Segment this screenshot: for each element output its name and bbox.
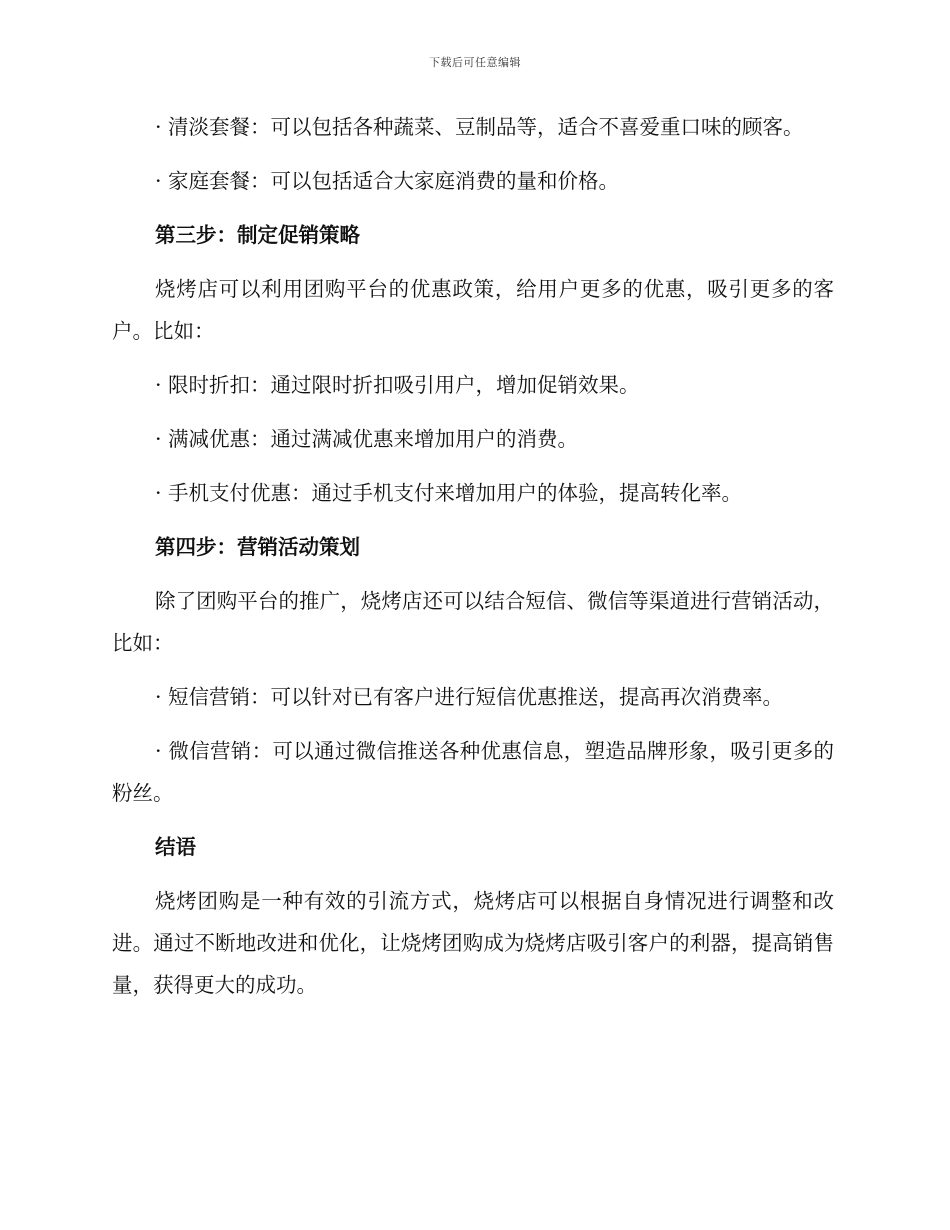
paragraph-step-three: 烧烤店可以利用团购平台的优惠政策，给用户更多的优惠，吸引更多的客户。比如： <box>112 277 834 343</box>
bullet-family-set: · 家庭套餐：可以包括适合大家庭消费的量和价格。 <box>155 169 620 193</box>
bullet-limited-discount: · 限时折扣：通过限时折扣吸引用户，增加促销效果。 <box>155 373 640 397</box>
heading-step-three: 第三步：制定促销策略 <box>155 223 360 247</box>
heading-step-four: 第四步：营销活动策划 <box>155 535 360 559</box>
bullet-light-set: · 清淡套餐：可以包括各种蔬菜、豆制品等，适合不喜爱重口味的顾客。 <box>155 115 804 139</box>
bullet-full-reduction: · 满减优惠：通过满减优惠来增加用户的消费。 <box>155 427 579 451</box>
paragraph-conclusion: 烧烤团购是一种有效的引流方式，烧烤店可以根据自身情况进行调整和改进。通过不断地改进和优化，让烧烤团购成为烧烤店吸引客户的利器，提高销售量，获得更大的成功。 <box>112 889 834 997</box>
paragraph-step-four: 除了团购平台的推广，烧烤店还可以结合短信、微信等渠道进行营销活动，比如： <box>112 589 834 655</box>
bullet-sms-marketing: · 短信营销：可以针对已有客户进行短信优惠推送，提高再次消费率。 <box>155 685 784 709</box>
bullet-wechat-marketing: · 微信营销：可以通过微信推送各种优惠信息，塑造品牌形象，吸引更多的粉丝。 <box>112 739 834 805</box>
header-note: 下载后可任意编辑 <box>429 56 521 69</box>
bullet-mobile-payment: · 手机支付优惠：通过手机支付来增加用户的体验，提高转化率。 <box>155 481 743 505</box>
heading-conclusion: 结语 <box>155 835 196 859</box>
document-body <box>112 106 834 1018</box>
